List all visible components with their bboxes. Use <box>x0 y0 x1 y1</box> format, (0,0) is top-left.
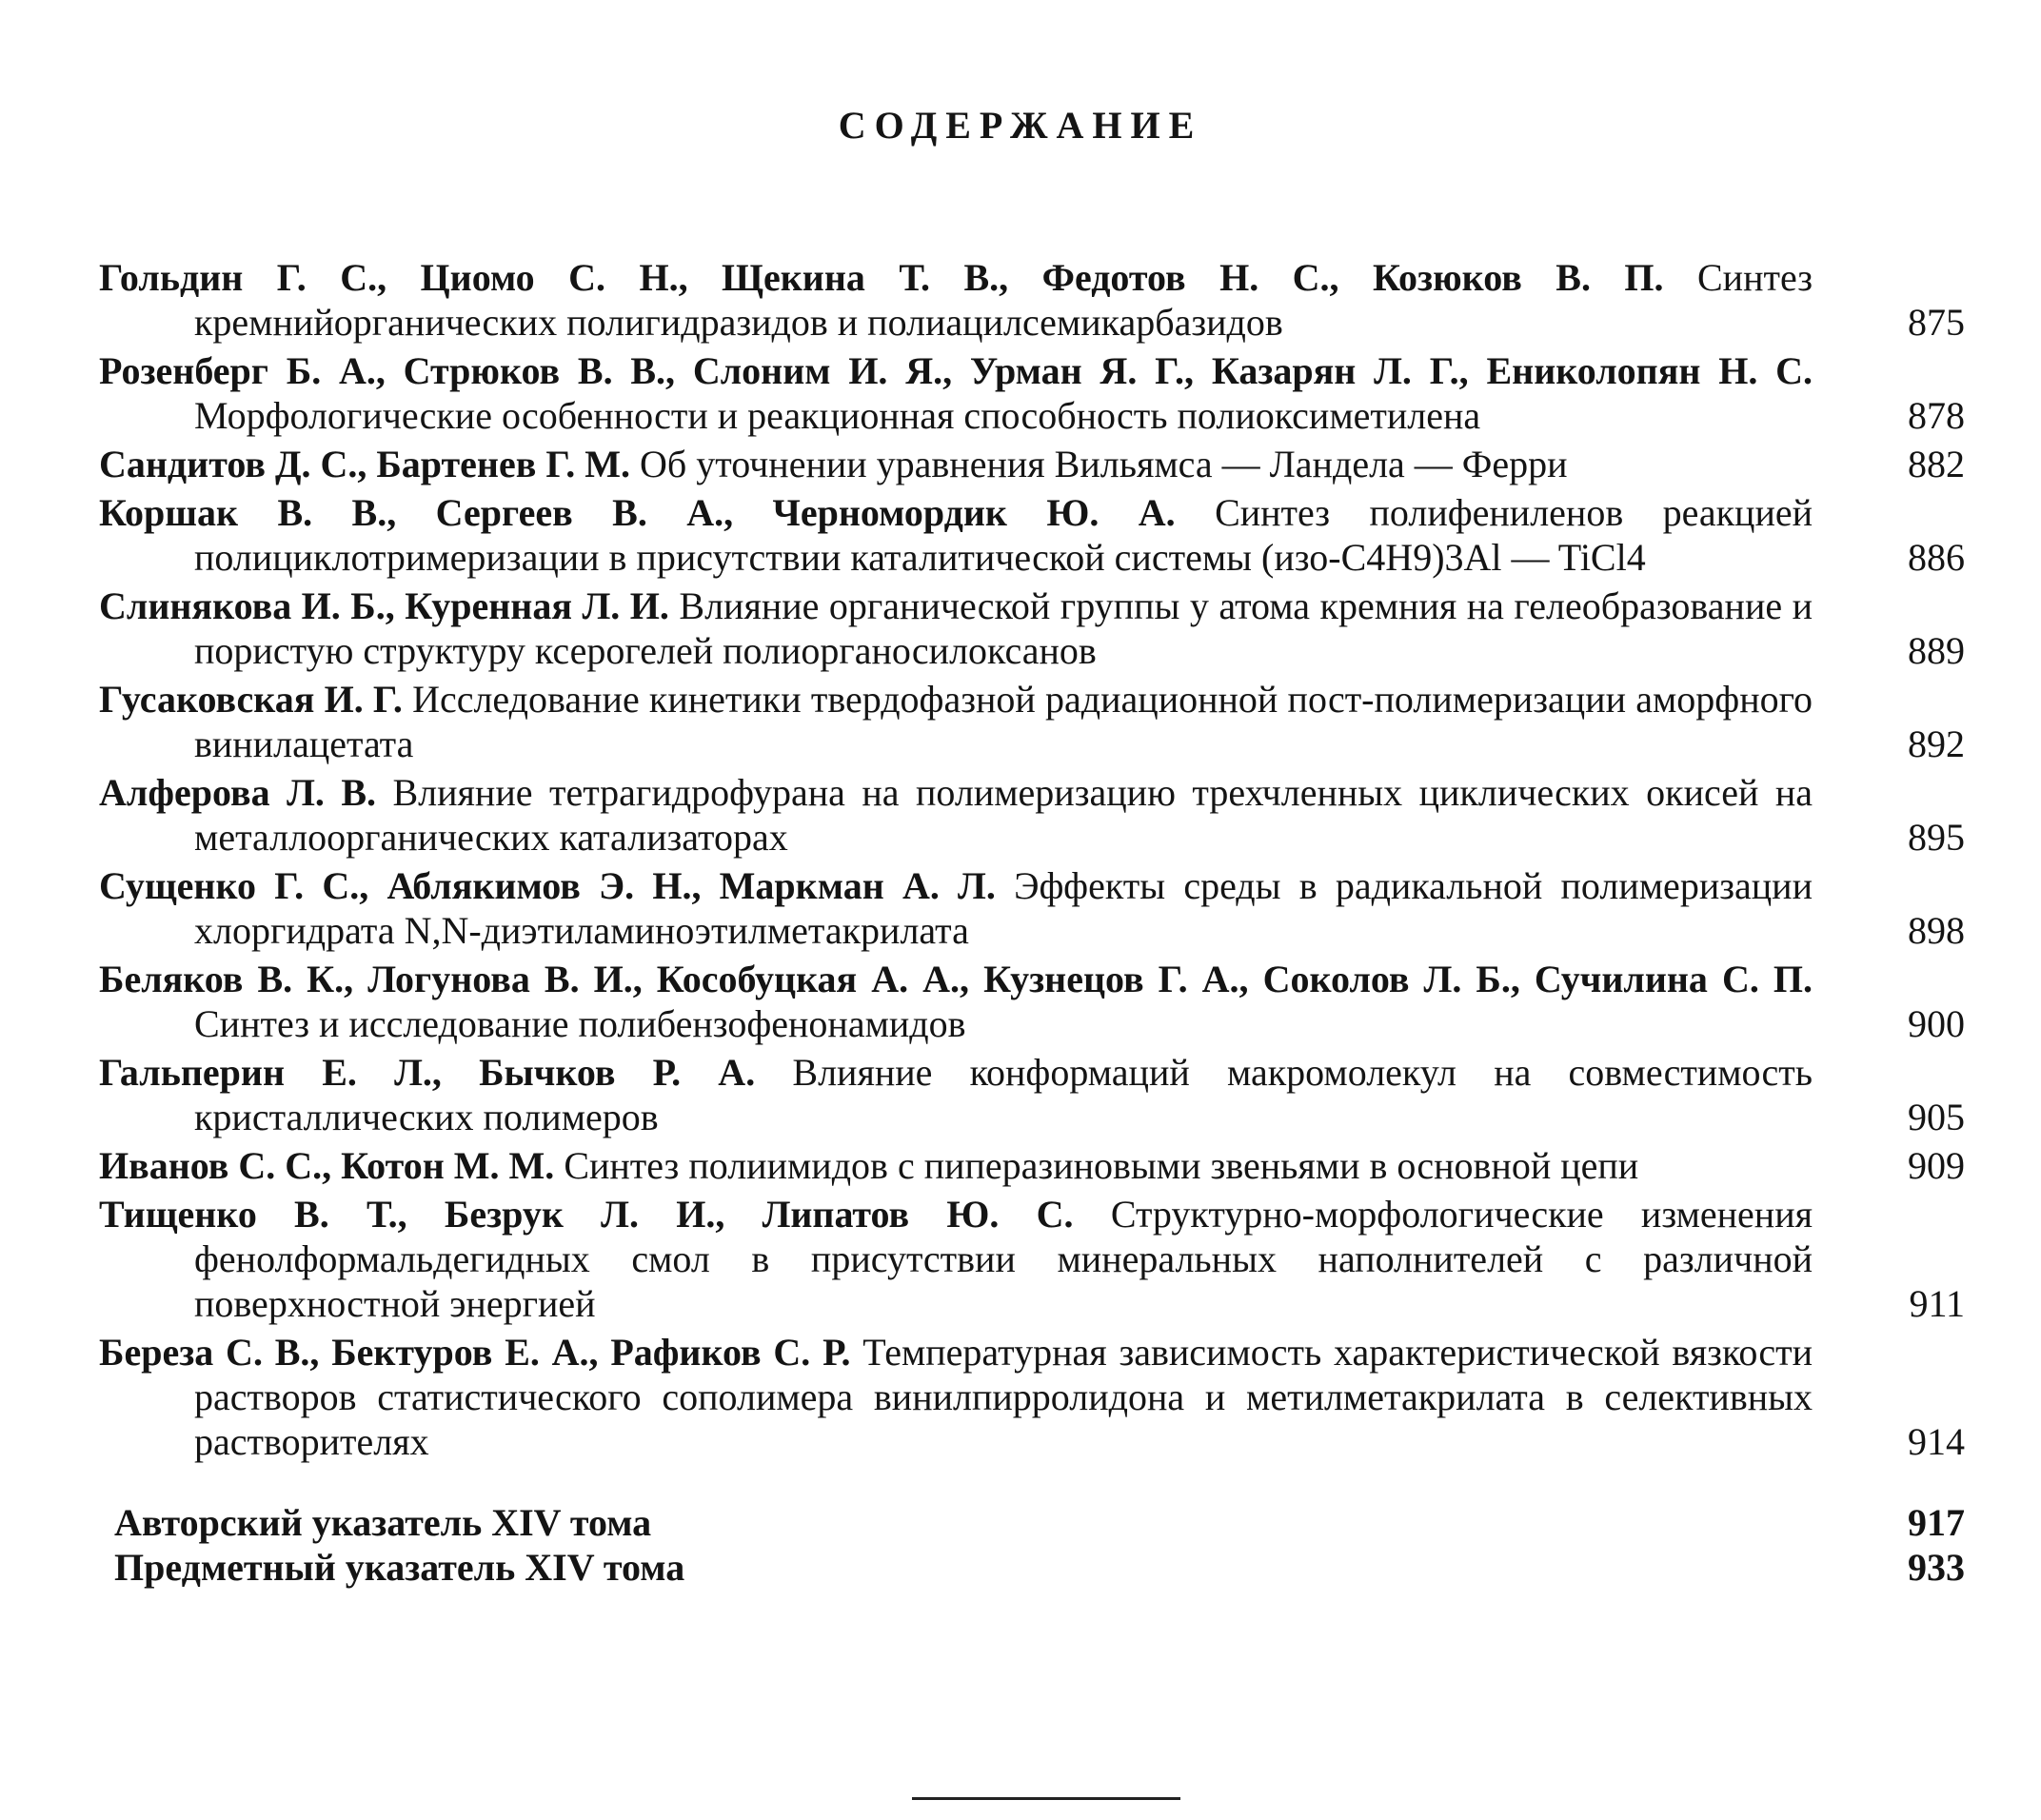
toc-entry <box>99 770 1965 860</box>
entry-authors: Гусаковская И. Г. <box>99 678 403 721</box>
toc-entry <box>99 677 1965 766</box>
entry-page: 892 <box>1908 722 1965 765</box>
toc-entry <box>99 1050 1965 1139</box>
entry-title: Морфологические особенности и реакционная способность полиоксиметилена <box>194 394 1481 437</box>
entry-authors: Сущенко Г. С., Аблякимов Э. Н., Маркман А. Л. <box>99 864 996 907</box>
index-page: 933 <box>1908 1546 1965 1589</box>
entry-page: 898 <box>1908 909 1965 952</box>
entry-page: 911 <box>1909 1282 1965 1325</box>
entry-title: Исследование кинетики твердофазной радиационной пост-полимеризации аморфного винилацетата <box>194 678 1813 765</box>
entry-authors: Гальперин Е. Л., Бычков Р. А. <box>99 1051 756 1094</box>
toc-entry <box>99 490 1965 580</box>
index-label: Авторский указатель XIV тома <box>114 1501 652 1544</box>
entry-page: 914 <box>1908 1420 1965 1463</box>
entry-title: Синтез полиимидов с пиперазиновыми звеньями в основной цепи <box>564 1144 1639 1187</box>
entry-title: Об уточнении уравнения Вильямса — Ландела — Ферри <box>640 443 1568 485</box>
toc-entry <box>99 442 1965 486</box>
toc-entry <box>99 255 1965 345</box>
entry-title: Влияние конформаций макромолекул на совместимость кристаллических полимеров <box>194 1051 1813 1138</box>
entry-text <box>99 770 1813 860</box>
toc-entry <box>99 1192 1965 1326</box>
author-index-entry <box>99 1500 1965 1545</box>
entry-title: Влияние органической группы у атома кремния на гелеобразование и пористую структуру ксерогелей полиорганосилоксанов <box>194 584 1813 672</box>
toc-entry <box>99 863 1965 953</box>
entry-authors: Гольдин Г. С., Циомо С. Н., Щекина Т. В., Федотов Н. С., Козюков В. П. <box>99 256 1664 299</box>
entry-page: 895 <box>1908 816 1965 859</box>
entry-text <box>99 1143 1813 1188</box>
toc-entry <box>99 1143 1965 1188</box>
toc-entry <box>99 957 1965 1046</box>
entry-authors: Беляков В. К., Логунова В. И., Кособуцкая А. А., Кузнецов Г. А., Соколов Л. Б., Сучилина С. П. <box>99 958 1813 1000</box>
entry-title: Температурная зависимость характеристической вязкости растворов статистического сополимера винилпирролидона и метилметакрилата в селективных растворителях <box>194 1331 1813 1463</box>
entry-authors: Розенберг Б. А., Стрюков В. В., Слоним И. Я., Урман Я. Г., Казарян Л. Г., Ениколопян Н. С. <box>99 349 1813 392</box>
entry-authors: Слинякова И. Б., Куренная Л. И. <box>99 584 669 627</box>
entry-text <box>99 490 1813 580</box>
entry-title: Структурно-морфологические изменения фенолформальдегидных смол в присутствии минеральных наполнителей с различной поверхностной энергией <box>194 1193 1813 1325</box>
entry-title: Синтез и исследование полибензофенонамидов <box>194 1002 966 1045</box>
entry-text <box>99 1330 1813 1464</box>
toc-entry <box>99 1330 1965 1464</box>
entry-page: 875 <box>1908 301 1965 344</box>
entry-text <box>99 1192 1813 1326</box>
index-label: Предметный указатель XIV тома <box>114 1546 685 1589</box>
entry-authors: Иванов С. С., Котон М. М. <box>99 1144 555 1187</box>
entry-text <box>99 863 1813 953</box>
entry-authors: Коршак В. В., Сергеев В. А., Черномордик Ю. А. <box>99 491 1176 534</box>
section-gap <box>99 1468 1965 1500</box>
toc-entry <box>99 348 1965 438</box>
entry-text <box>99 255 1813 345</box>
entry-text <box>99 1050 1813 1139</box>
entry-title: Синтез полифениленов реакцией полициклотримеризации в присутствии каталитической системы (изо-C4H9)3Al — TiCl4 <box>194 491 1813 579</box>
table-of-contents <box>99 255 1965 1590</box>
entry-page: 905 <box>1908 1096 1965 1138</box>
bottom-rule <box>912 1797 1180 1800</box>
entry-page: 886 <box>1908 536 1965 579</box>
index-page: 917 <box>1908 1501 1965 1544</box>
entry-text <box>99 348 1813 438</box>
entry-text <box>99 677 1813 766</box>
entry-text <box>99 957 1813 1046</box>
entry-title: Синтез кремнийорганических полигидразидов и полиацилсемикарбазидов <box>194 256 1813 344</box>
toc-entry <box>99 584 1965 673</box>
entry-title: Эффекты среды в радикальной полимеризации хлоргидрата N,N-диэтиламиноэтилметакрилата <box>194 864 1813 952</box>
entry-text <box>99 584 1813 673</box>
entry-text <box>99 442 1813 486</box>
entry-authors: Алферова Л. В. <box>99 771 377 814</box>
page-title: СОДЕРЖАНИЕ <box>838 104 1203 147</box>
entry-page: 878 <box>1908 394 1965 437</box>
entry-title: Влияние тетрагидрофурана на полимеризацию трехчленных циклических окисей на металлоорганических катализаторах <box>194 771 1813 859</box>
entry-authors: Береза С. В., Бектуров Е. А., Рафиков С. Р. <box>99 1331 851 1374</box>
entry-authors: Сандитов Д. С., Бартенев Г. М. <box>99 443 631 485</box>
entry-authors: Тищенко В. Т., Безрук Л. И., Липатов Ю. С. <box>99 1193 1074 1236</box>
entry-page: 909 <box>1908 1144 1965 1187</box>
subject-index-entry <box>99 1545 1965 1590</box>
entry-page: 889 <box>1908 629 1965 672</box>
entry-page: 882 <box>1908 443 1965 485</box>
entry-page: 900 <box>1908 1002 1965 1045</box>
